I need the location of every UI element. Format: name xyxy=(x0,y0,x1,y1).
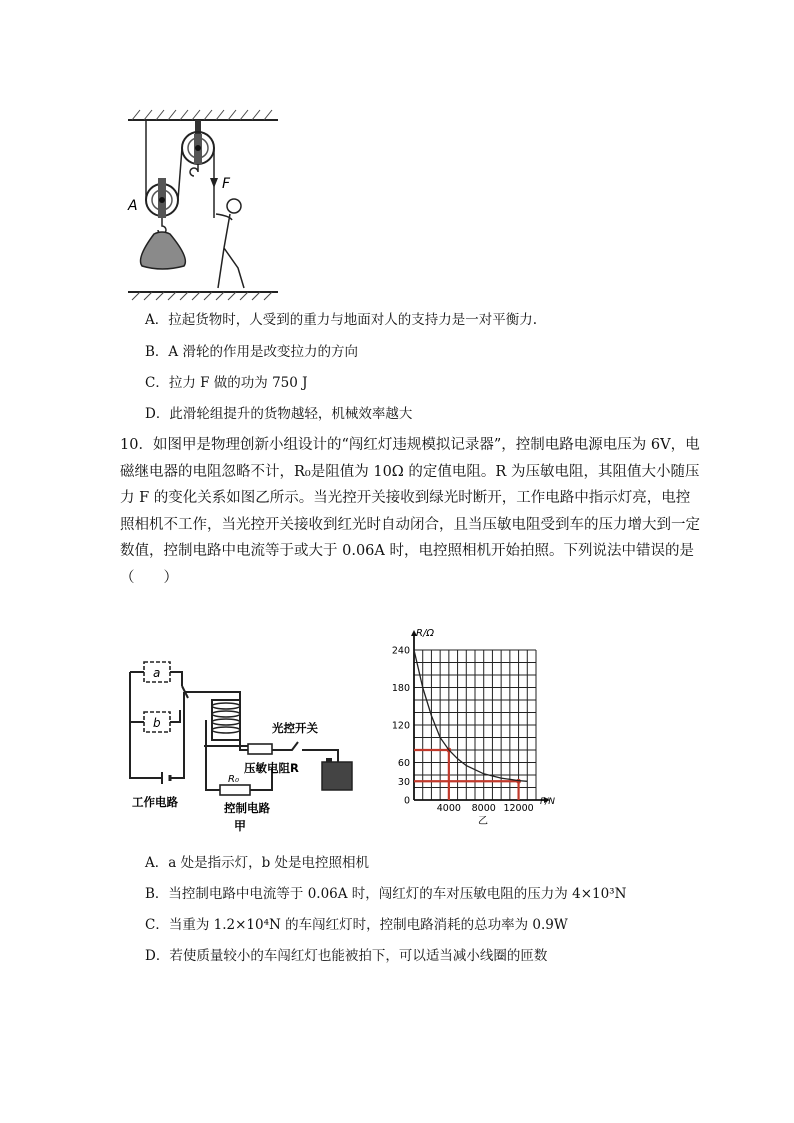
q10-line: 数值，控制电路中电流等于或大于 0.06A 时，电控照相机开始拍照。下列说法中错误的是 xyxy=(120,543,694,559)
y-tick-label: 120 xyxy=(391,720,410,732)
q10-option-c: C．当重为 1.2×10⁴N 的车闯红灯时，控制电路消耗的总功率为 0.9W xyxy=(145,917,568,933)
q10-line: （ ） xyxy=(120,569,178,586)
force-label-f: F xyxy=(222,176,231,192)
q10-line: 10．如图甲是物理创新小组设计的“闯红灯违规模拟记录器”，控制电路电源电压为 6V，电 xyxy=(120,437,700,453)
circuit-figure xyxy=(122,650,362,835)
box-a-label: a xyxy=(153,666,161,680)
box-b-label: b xyxy=(153,716,161,730)
y-tick-label: 30 xyxy=(397,776,410,788)
q10-option-b: B．当控制电路中电流等于 0.06A 时，闯红灯的车对压敏电阻的压力为 4×10³N xyxy=(145,886,627,902)
y-tick-label: 60 xyxy=(397,758,410,769)
resistance-force-chart xyxy=(380,622,555,832)
working-circuit-label: 工作电路 xyxy=(132,795,178,809)
x-axis-label: F/N xyxy=(540,797,555,807)
chart-caption: 乙 xyxy=(478,816,488,827)
y-tick-label: 0 xyxy=(403,795,410,807)
q10-line: 磁继电器的电阻忽略不计，R₀是阻值为 10Ω 的定值电阻。R 为压敏电阻，其阻值大小随压 xyxy=(120,463,700,480)
q10-stem xyxy=(120,432,700,591)
q10-option-d: D．若使质量较小的车闯红灯也能被拍下，可以适当减小线圈的匝数 xyxy=(145,948,548,964)
q9-option-a: A．拉起货物时，人受到的重力与地面对人的支持力是一对平衡力. xyxy=(145,312,538,328)
pulley-figure xyxy=(120,108,285,300)
x-tick-label: 4000 xyxy=(436,803,461,814)
r0-label: R₀ xyxy=(228,774,239,785)
y-axis-label: R/Ω xyxy=(416,628,434,639)
q9-option-c: C．拉力 F 做的功为 750 J xyxy=(145,375,308,391)
q9-option-b: B．A 滑轮的作用是改变拉力的方向 xyxy=(145,344,358,360)
q10-line: 照相机不工作，当光控开关接收到红光时自动闭合，且当压敏电阻受到车的压力增大到一定 xyxy=(120,516,700,533)
q9-option-d: D．此滑轮组提升的货物越轻，机械效率越大 xyxy=(145,406,413,422)
x-tick-label: 12000 xyxy=(503,803,534,814)
control-circuit-label: 控制电路 xyxy=(224,801,270,815)
y-tick-label: 240 xyxy=(391,645,410,657)
x-tick-label: 8000 xyxy=(471,803,496,814)
y-tick-label: 180 xyxy=(391,683,410,694)
q10-line: 力 F 的变化关系如图乙所示。当光控开关接收到绿光时断开，工作电路中指示灯亮，电控 xyxy=(120,490,691,506)
q10-option-a: A．a 处是指示灯，b 处是电控照相机 xyxy=(145,855,370,871)
circuit-caption: 甲 xyxy=(234,819,247,833)
pulley-label-a: A xyxy=(128,198,138,214)
piezo-resistor-label: 压敏电阻R xyxy=(244,761,299,775)
light-switch-label: 光控开关 xyxy=(272,721,318,735)
